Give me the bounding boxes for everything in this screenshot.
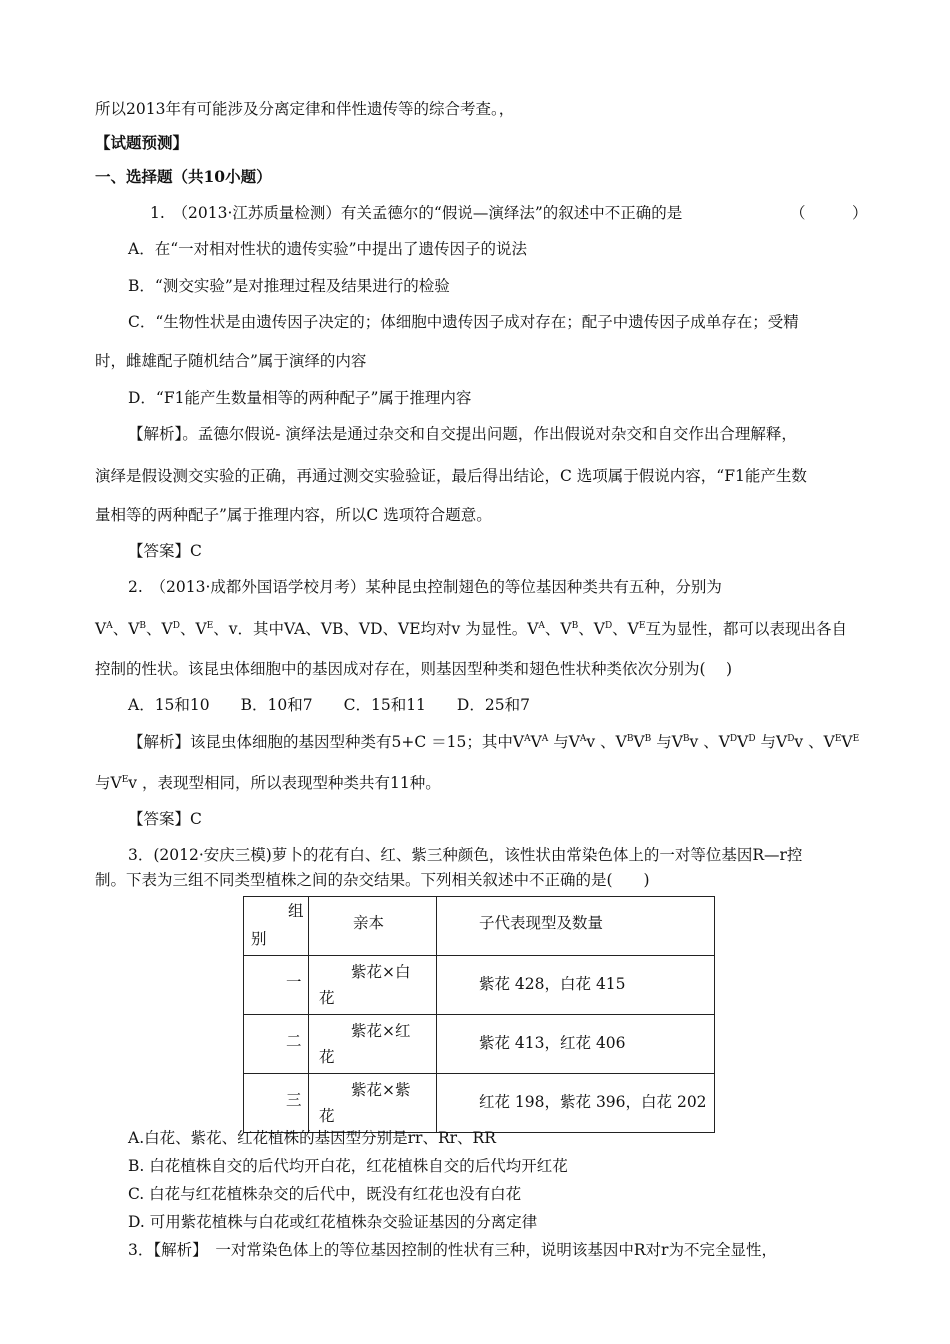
q2-stem: 2. （2013·成都外国语学校月考）某种昆虫控制翅色的等位基因种类共有五种，分别为 <box>128 578 722 596</box>
intro-text: 所以2013年有可能涉及分离定律和伴性遗传等的综合考查。， <box>95 100 515 118</box>
q1-option-c-line1: C．“生物性状是由遗传因子决定的；体细胞中遗传因子成对存在；配子中遗传因子成单存在；受精 <box>128 313 799 331</box>
row-parents: 紫花×紫 花 <box>309 1074 437 1133</box>
q2-answer: 【答案】C <box>128 810 202 828</box>
header-offspring: 子代表现型及数量 <box>437 897 715 956</box>
q1-option-b: B．“测交实验”是对推理过程及结果进行的检验 <box>128 277 450 295</box>
q2-stem-line3: 控制的性状。该昆虫体细胞中的基因成对存在，则基因型种类和翅色性状种类依次分别为( ) <box>95 660 733 678</box>
q3-stem-line2: 制。下表为三组不同类型植株之间的杂交结果。下列相关叙述中不正确的是( ) <box>95 871 650 889</box>
table-row <box>244 1074 715 1133</box>
q2-analysis-line2: 与$V^Ev$ ，表现型相同，所以表现型种类共有11种。 <box>95 774 441 792</box>
header-group: 组 别 <box>244 897 309 956</box>
cross-results-table <box>243 896 715 1133</box>
q1-analysis-line2: 演绎是假设测交实验的正确，再通过测交实验验证，最后得出结论，C 选项属于假说内容，“F1能产生数 <box>95 467 807 485</box>
q1-analysis-line3: 量相等的两种配子”属于推理内容，所以C 选项符合题意。 <box>95 506 492 524</box>
part-title: 一、选择题（共10小题） <box>95 167 272 186</box>
row-offspring: 红花 198，紫花 396，白花 202 <box>437 1074 715 1133</box>
row-group: 二 <box>244 1015 309 1074</box>
header-parents: 亲本 <box>309 897 437 956</box>
q3-option-c: C. 白花与红花植株杂交的后代中，既没有红花也没有白花 <box>128 1185 522 1203</box>
section-title: 【试题预测】 <box>95 133 189 152</box>
q1-answer-blank: （ ） <box>790 204 868 222</box>
q1-answer: 【答案】C <box>128 542 202 560</box>
row-offspring: 紫花 413，红花 406 <box>437 1015 715 1074</box>
q3-option-b: B. 白花植株自交的后代均开白花，红花植株自交的后代均开红花 <box>128 1157 568 1175</box>
q2-analysis-line1: 【解析】该昆虫体细胞的基因型种类有5+C ＝15；其中$V^AV^A$ 与$V^Av$ 、$V^BV^B$ 与$V^Bv$ 、$V^DV^D$ 与$V^Dv$ 、$V^EV^E$ <box>128 733 860 751</box>
q1-option-a: A．在“一对相对性状的遗传实验”中提出了遗传因子的说法 <box>128 240 528 258</box>
table-row <box>244 1015 715 1074</box>
row-parents: 紫花×红 花 <box>309 1015 437 1074</box>
q1-option-d: D．“F1能产生数量相等的两种配子”属于推理内容 <box>128 389 472 407</box>
q3-option-d: D. 可用紫花植株与白花或红花植株杂交验证基因的分离定律 <box>128 1213 538 1231</box>
row-parents: 紫花×白 花 <box>309 956 437 1015</box>
row-group: 三 <box>244 1074 309 1133</box>
table-header-row <box>244 897 715 956</box>
q1-stem: 1. （2013·江苏质量检测）有关孟德尔的“假说—演绎法”的叙述中不正确的是 <box>150 204 683 222</box>
q1-analysis-line1: 【解析】。孟德尔假说- 演绎法是通过杂交和自交提出问题，作出假说对杂交和自交作出合理解释， <box>128 425 797 443</box>
q3-option-a: A.白花、紫花、红花植株的基因型分别是rr、Rr、RR <box>128 1129 496 1147</box>
q3-stem-line1: 3．(2012·安庆三模)萝卜的花有白、红、紫三种颜色，该性状由常染色体上的一对等位基因R—r控 <box>128 846 803 864</box>
q3-analysis: 3．【解析】 一对常染色体上的等位基因控制的性状有三种，说明该基因中R对r为不完全显性， <box>128 1241 777 1259</box>
q1-option-c-line2: 时，雌雄配子随机结合”属于演绎的内容 <box>95 352 367 370</box>
q2-options: A．15和10 B．10和7 C．15和11 D．25和7 <box>128 696 530 714</box>
row-group: 一 <box>244 956 309 1015</box>
q2-alleles-line: $V^A$、$V^B$、$V^D$、$V^E$、v．其中VA、VB、VD、VE均对v 为显性。$V^A$、$V^B$、$V^D$、$V^E$互为显性，都可以表现出各自 <box>95 620 847 638</box>
row-offspring: 紫花 428，白花 415 <box>437 956 715 1015</box>
table-row <box>244 956 715 1015</box>
